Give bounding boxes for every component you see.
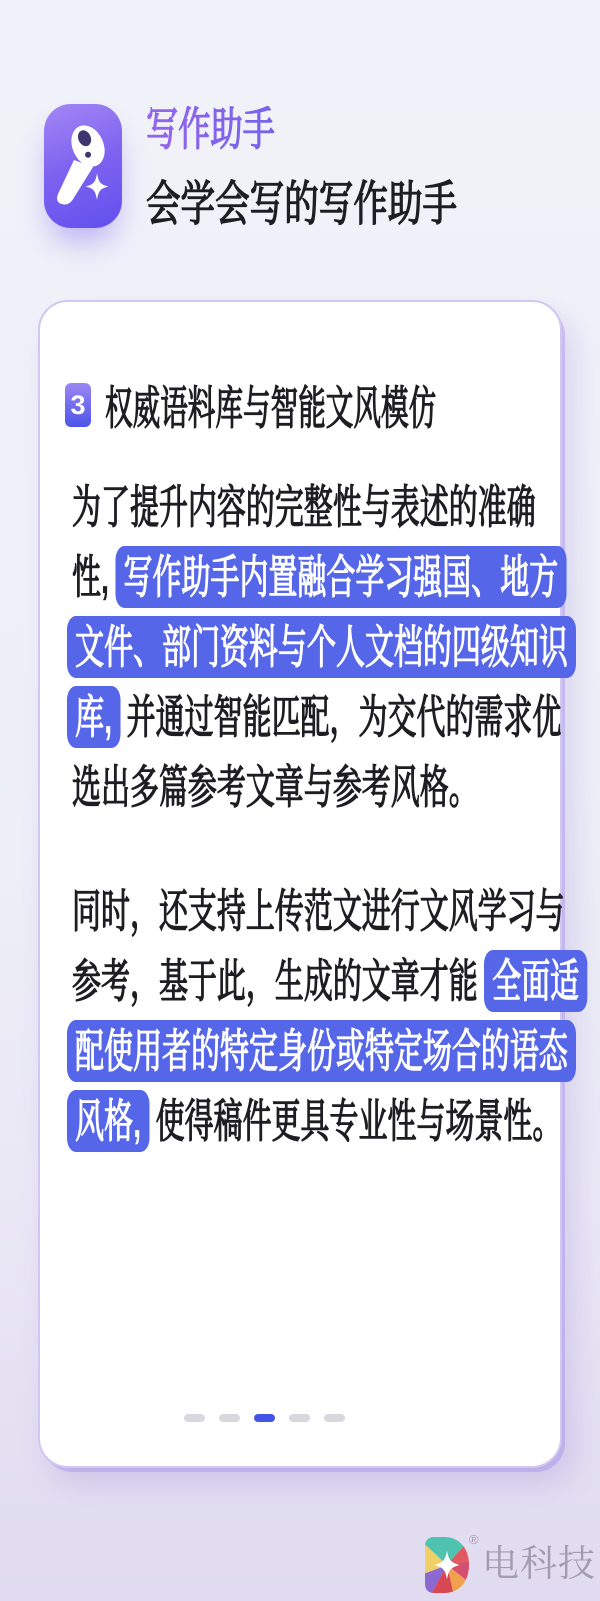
feature-card	[38, 300, 580, 1468]
paragraph	[72, 876, 600, 1156]
highlighted-text: 库,	[67, 686, 120, 748]
paragraph	[72, 472, 600, 822]
feature-description	[72, 472, 600, 1210]
text-line	[72, 472, 587, 542]
highlighted-text: 全面适	[484, 950, 587, 1012]
highlighted-text: 配使用者的特定身份或特定场合的语态	[67, 1020, 576, 1082]
pagination-dot[interactable]	[324, 1414, 345, 1422]
text-segment: 性,	[72, 551, 110, 603]
text-line	[72, 876, 587, 946]
registered-trademark: ®	[469, 1532, 479, 1547]
brand-name: 电科技	[482, 1543, 596, 1584]
text-segment: 同时，还支持上传范文进行文风学习与	[72, 885, 565, 937]
pagination-dot[interactable]	[219, 1414, 240, 1422]
diankeji-logo-icon	[424, 1536, 470, 1594]
pagination-dot[interactable]	[289, 1414, 310, 1422]
text-segment: 为了提升内容的完整性与表述的准确	[72, 481, 536, 533]
header	[146, 103, 578, 231]
text-segment: 参考，基于此，生成的文章才能	[72, 955, 478, 1007]
feature-heading: 权威语料库与智能文风模仿	[105, 382, 437, 434]
pen-sparkle-icon	[44, 104, 122, 228]
text-line	[72, 1016, 587, 1086]
text-segment: 并通过智能匹配，为交代的需求优	[126, 691, 562, 743]
app-icon	[44, 104, 122, 228]
text-line	[72, 682, 587, 752]
highlighted-text: 文件、部门资料与个人文档的四级知识	[67, 616, 576, 678]
highlighted-text: 写作助手内置融合学习强国、地方	[115, 546, 566, 608]
pagination-dot[interactable]	[184, 1414, 205, 1422]
app-tagline: 会学会写的写作助手	[146, 178, 458, 231]
app-name: 写作助手	[146, 106, 448, 152]
text-segment: 选出多篇参考文章与参考风格。	[72, 761, 478, 813]
feature-number-badge: 3	[65, 383, 91, 427]
text-line	[72, 612, 587, 682]
text-line	[72, 542, 587, 612]
carousel-pagination[interactable]	[184, 1414, 345, 1422]
text-line	[72, 946, 587, 1016]
text-line	[72, 1086, 587, 1156]
text-line	[72, 752, 587, 822]
text-segment: 使得稿件更具专业性与场景性。	[155, 1095, 562, 1147]
feature-heading-row	[65, 372, 600, 438]
highlighted-text: 风格,	[67, 1090, 149, 1152]
pagination-dot-active[interactable]	[254, 1414, 275, 1422]
